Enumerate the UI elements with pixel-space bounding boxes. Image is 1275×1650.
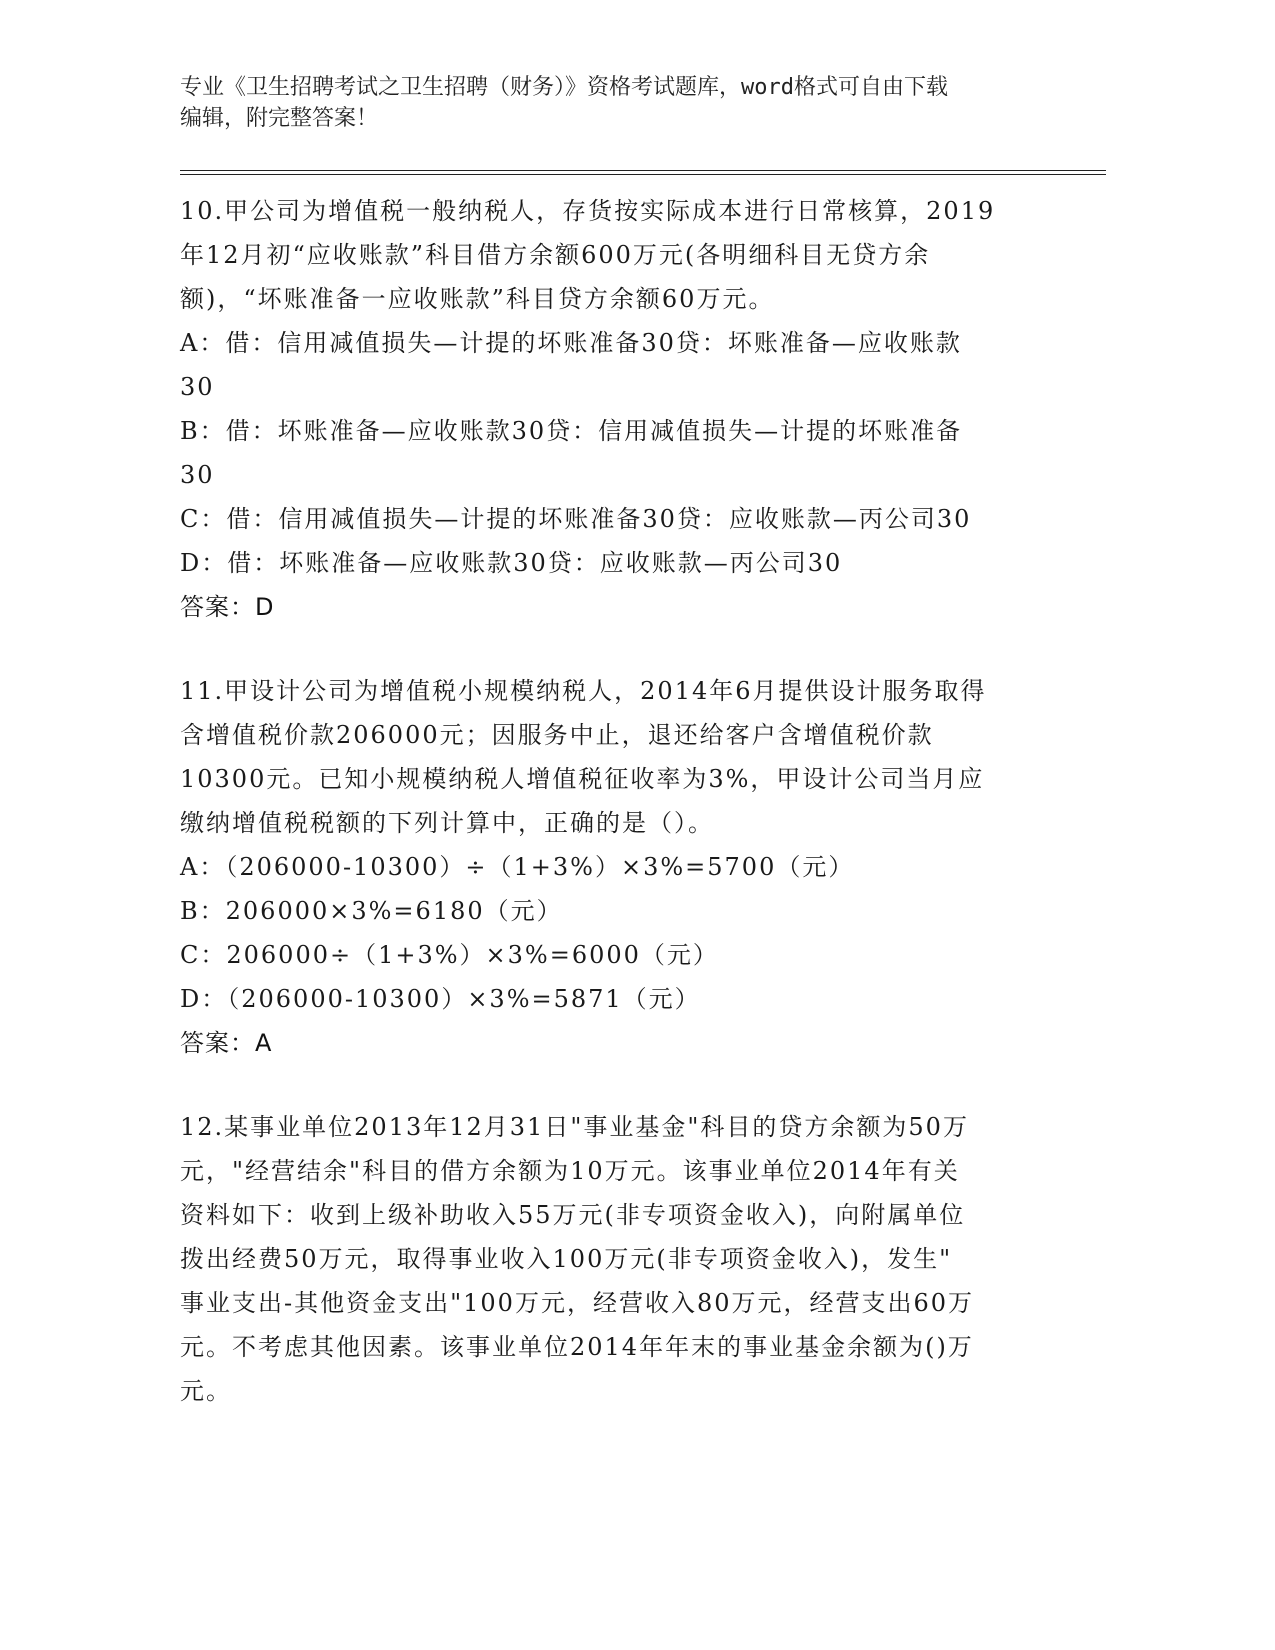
option-list (180, 845, 1100, 1021)
document-page (180, 72, 1100, 1413)
stem-line: 缴纳增值税税额的下列计算中，正确的是（）。 (180, 809, 714, 837)
stem-line: 含增值税价款206000元；因服务中止，退还给客户含增值税价款 (180, 721, 934, 749)
option-line: C：206000÷（1+3%）×3%=6000（元） (180, 941, 719, 969)
option-line: C：借：信用减值损失—计提的坏账准备30贷：应收账款—丙公司30 (180, 505, 972, 533)
stem-line: 11.甲设计公司为增值税小规模纳税人，2014年6月提供设计服务取得 (180, 677, 987, 705)
option-list (180, 321, 1100, 585)
header-line: 专业《卫生招聘考试之卫生招聘（财务）》资格考试题库，word格式可自由下载 (180, 75, 948, 100)
stem-line: 年12月初“应收账款”科目借方余额600万元(各明细科目无贷方余 (180, 241, 931, 269)
question-list (180, 189, 1100, 1413)
header-divider (180, 170, 1106, 175)
stem-line: 元。 (180, 1377, 232, 1405)
option-line: A：（206000-10300）÷（1+3%）×3%=5700（元） (180, 853, 855, 881)
answer-line: 答案：D (180, 593, 275, 621)
stem-line: 额)，“坏账准备一应收账款”科目贷方余额60万元。 (180, 285, 775, 313)
question-11 (180, 669, 1100, 1065)
stem-line: 资料如下：收到上级补助收入55万元(非专项资金收入)，向附属单位 (180, 1201, 966, 1229)
question-12 (180, 1105, 1100, 1413)
option-line: 30 (180, 373, 215, 401)
question-spacer (180, 629, 1100, 669)
option-line: 30 (180, 461, 215, 489)
stem-line: 拨出经费50万元，取得事业收入100万元(非专项资金收入)，发生" (180, 1245, 953, 1273)
option-line: D：借：坏账准备—应收账款30贷：应收账款—丙公司30 (180, 549, 843, 577)
question-spacer (180, 1065, 1100, 1105)
stem-line: 12.某事业单位2013年12月31日"事业基金"科目的贷方余额为50万 (180, 1113, 969, 1141)
option-line: A：借：信用减值损失—计提的坏账准备30贷：坏账准备—应收账款 (180, 329, 962, 357)
answer-line: 答案：A (180, 1029, 273, 1057)
option-line: D：（206000-10300）×3%=5871（元） (180, 985, 701, 1013)
question-stem (180, 189, 1100, 321)
option-line: B：206000×3%=6180（元） (180, 897, 563, 925)
question-stem (180, 669, 1100, 845)
document-header (180, 72, 1100, 134)
stem-line: 事业支出-其他资金支出"100万元，经营收入80万元，经营支出60万 (180, 1289, 975, 1317)
stem-line: 10300元。已知小规模纳税人增值税征收率为3%，甲设计公司当月应 (180, 765, 985, 793)
stem-line: 10.甲公司为增值税一般纳税人，存货按实际成本进行日常核算，2019 (180, 197, 996, 225)
header-line: 编辑，附完整答案！ (180, 106, 379, 131)
option-line: B：借：坏账准备—应收账款30贷：信用减值损失—计提的坏账准备 (180, 417, 963, 445)
question-stem (180, 1105, 1100, 1413)
stem-line: 元，"经营结余"科目的借方余额为10万元。该事业单位2014年有关 (180, 1157, 960, 1185)
stem-line: 元。不考虑其他因素。该事业单位2014年年末的事业基金余额为()万 (180, 1333, 974, 1361)
question-10 (180, 189, 1100, 629)
